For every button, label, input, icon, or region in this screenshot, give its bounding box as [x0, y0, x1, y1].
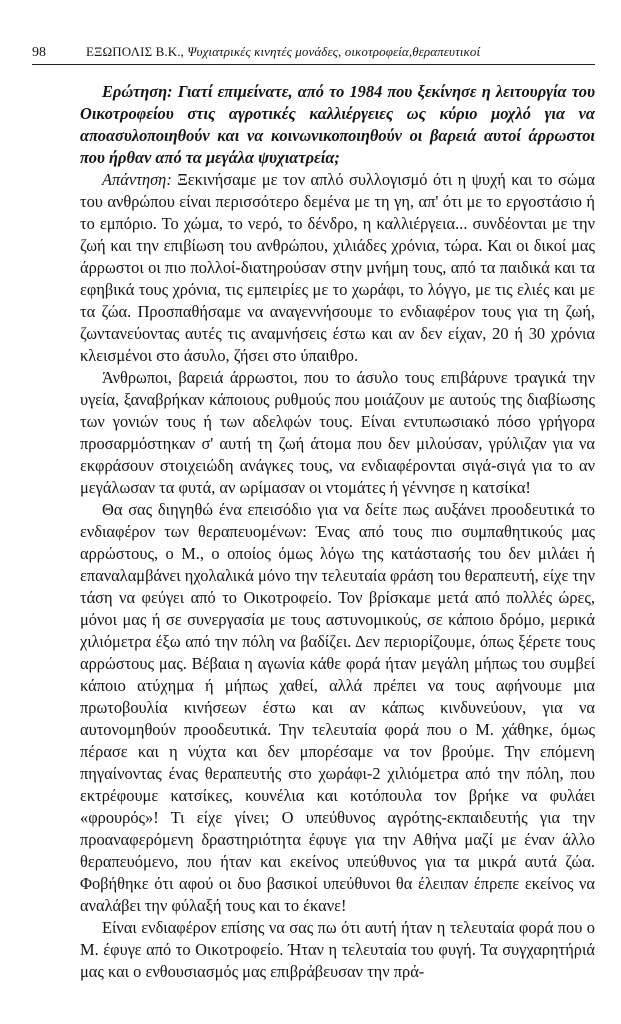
running-title: ΕΞΩΠΟΛΙΣ Β.Κ., [86, 44, 184, 59]
answer-label: Απάντηση: [102, 170, 172, 189]
answer-paragraph [80, 169, 595, 367]
running-subtitle: Ψυχιατρικές κινητές μονάδες, οικοτροφεία,θεραπευτικοί [187, 44, 481, 59]
running-head [86, 44, 480, 60]
paragraph: Είναι ενδιαφέρον επίσης να σας πω ότι αυτή ήταν η τελευταία φορά που ο Μ. έφυγε από το Οικοτροφείο. Ήταν η τελευταία του φυγή. Τα συγχαρητήριά μας και ο ενθουσιασμός μας επιβράβευσαν την πρά- [80, 918, 595, 981]
question-paragraph: Ερώτηση: Γιατί επιμείνατε, από το 1984 που ξεκίνησε η λειτουργία του Οικοτροφείου στις αγροτικές καλλιέργειες ως κύριο μοχλό για να αποασυλοποιηθούν και να κοινωνικοποιηθούν οι βαρειά αυτοί άρρωστοι που ήρθαν από τα μεγάλα ψυχιατρεία; [80, 82, 595, 167]
paragraph: Θα σας διηγηθώ ένα επεισόδιο για να δείτε πως αυξάνει προοδευτικά το ενδιαφέρον των θεραπευομένων: Ένας από τους πιο συμπαθητικούς μας αρρώστους, ο Μ., ο οποίος όμως λόγω της κατάστασής του δεν μιλάει ή επαναλαμβάνει ηχολαλικά μόνο την τελευταία φράση του θεραπευτή, είχε την τάση να φεύγει από το Οικοτροφείο. Τον βρίσκαμε μετά από πολλές ώρες, μόνοι μας ή σε συνεργασία με τους αστυνομικούς, σε κάποιο δρόμο, μερικά χιλιόμετρα έξω από την πόλη να βαδίζει. Δεν περιορίζουμε, όπως ξέρετε τους αρρώστους μας. Βέβαια η αγωνία κάθε φορά ήταν μεγάλη μήπως του συμβεί κάποιο ατύχημα ή μήπως χαθεί, αλλά πρέπει να τους αφήνουμε μια πρωτοβουλία κινήσεων έστω και αν κάπως κινδυνεύουν, για να αυτονομηθούν προοδευτικά. Την τελευταία φορά που ο Μ. χάθηκε, όμως πέρασε και η νύχτα και δεν μπορέσαμε να τον βρούμε. Την επόμενη πηγαίνοντας ένας θεραπευτής στο χωράφι-2 χιλιόμετρα από την πόλη, που εκτρέφουμε κατσίκες, κουνέλια και κοτόπουλα τον βρήκε να φυλάει «φρουρός»! Τι είχε γίνει; Ο υπεύθυνος αγρότης-εκπαιδευτής για την προαναφερόμενη δραστηριότητα έφυγε για την Αθήνα μαζί με έναν άλλο θεραπευόμενο, που ήταν και εκείνος υπεύθυνος για τα μικρά αυτά ζώα. Φοβήθηκε ότι αφού οι δυο βασικοί υπεύθυνοι θα έλειπαν έπρεπε εκείνος να αναλάβει την φύλαξή τους και το έκανε! [80, 500, 595, 915]
body-text [80, 81, 595, 983]
page-header [32, 44, 595, 65]
paragraph: Άνθρωποι, βαρειά άρρωστοι, που το άσυλο τους επιβάρυνε τραγικά την υγεία, ξαναβρήκαν κάποιους ρυθμούς που μοιάζουν με αυτούς της διαβίωσης των γονιών τους ή των αδελφών τους. Είναι εντυπωσιακό πόσο γρήγορα προσαρμόστηκαν σ' αυτή τη ζωή άτομα που δεν μιλούσαν, γρύλιζαν για να εκφράσουν στοιχειώδη ανάγκες τους, να ενδιαφέρονται σιγά-σιγά για το αν μεγάλωσαν τα φυτά, αν ωρίμασαν οι ντομάτες ή γέννησε η κατσίκα! [80, 368, 595, 497]
page-number: 98 [32, 45, 46, 60]
answer-text: Ξεκινήσαμε με τον απλό συλλογισμό ότι η ψυχή και το σώμα του ανθρώπου είναι περισσότερο δεμένα με τη γη, απ' ότι με το εργοστάσιο ή το εμπόριο. Το χώμα, το νερό, το δένδρο, η καλλιέργεια... συνδέονται με την ζωή και την επιβίωση του ανθρώπου, χιλιάδες χρόνια, τώρα. Και οι δικοί μας άρρωστοι οι πιο πολλοί-διατηρούσαν στην μνήμη τους, από τα παιδικά και τα εφηβικά τους χρόνια, τις εμπειρίες με το χωράφι, το λόγγο, με τις ελιές και με τα ζώα. Προσπαθήσαμε να αναγεννήσουμε το ενδιαφέρον τους για τη ζωή, ζωντανεύοντας αυτές τις αναμνήσεις έστω και αν δεν είχαν, 20 ή 30 χρόνια κλεισμένοι στο άσυλο, ζήσει στο ύπαιθρο. [80, 170, 595, 365]
